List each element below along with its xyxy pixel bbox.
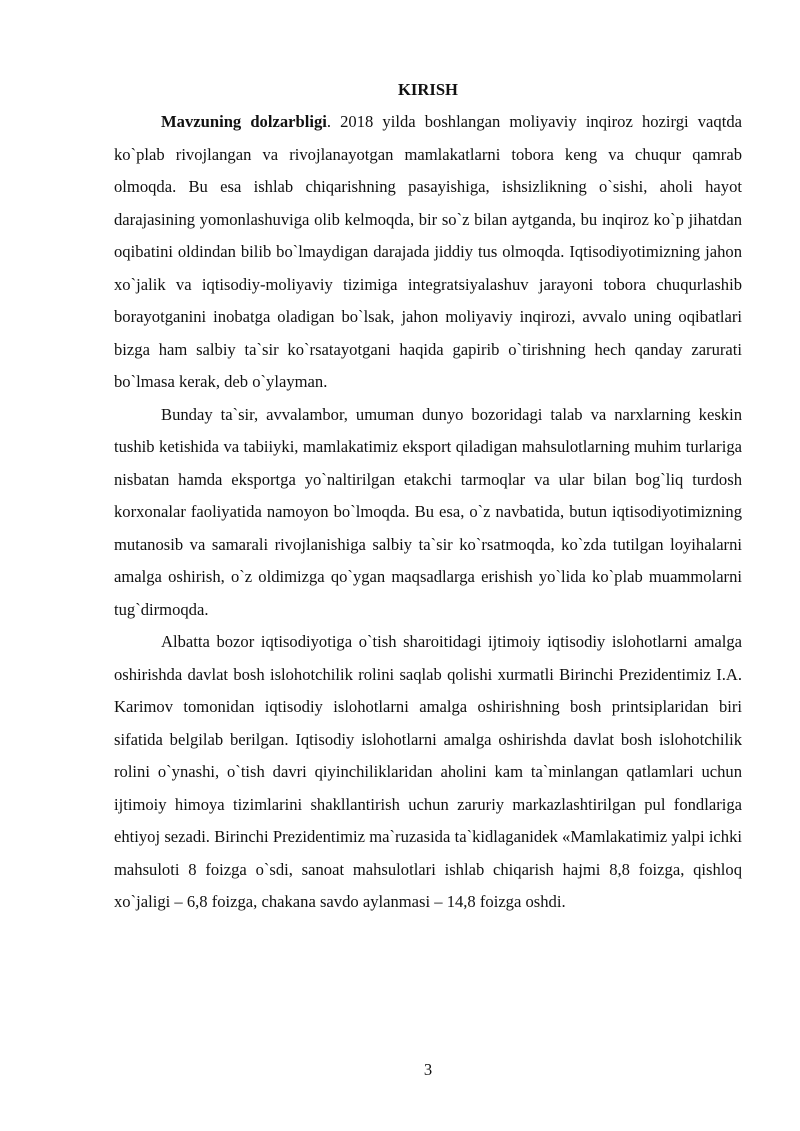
paragraph-text: Albatta bozor iqtisodiyotiga o`tish sharoitidagi ijtimoiy iqtisodiy islohotlarni amalga oshirishda davlat bosh islohotchilik rolini saqlab qolishi xurmatli Birinchi Prezidentimiz I.A. Karimov tomonidan iqtisodiy islohotlarni amalga oshirishning bosh printsiplaridan biri sifatida belgilab berilgan. Iqtisodiy islohotlarni amalga oshirishda davlat bosh islohotchilik rolini o`ynashi, o`tish davri qiyinchiliklaridan aholini kam ta`minlangan qatlamlari uchun ijtimoiy himoya tizimlarini shakllantirish uchun zaruriy markazlashtirilgan pul fondlariga ehtiyoj sezadi. Birinchi Prezidentimiz ma`ruzasida ta`kidlaganidek «Mamlakatimiz yalpi ichki mahsuloti 8 foizga o`sdi, sanoat mahsulotlari ishlab chiqarish hajmi 8,8 foizga, qishloq xo`jaligi – 6,8 foizga, chakana savdo aylanmasi – 14,8 foizga oshdi. <box>114 632 742 911</box>
paragraph-reforms <box>114 626 742 919</box>
paragraph-relevance <box>114 106 742 399</box>
document-page <box>114 74 742 919</box>
paragraph-lead: Mavzuning dolzarbligi <box>161 112 327 131</box>
paragraph-impact <box>114 399 742 627</box>
page-number: 3 <box>423 1060 433 1079</box>
paragraph-text: Bunday ta`sir, avvalambor, umuman dunyo bozoridagi talab va narxlarning keskin tushib ketishida va tabiiyki, mamlakatimiz eksport qiladigan mahsulotlarning muhim turlariga nisbatan hamda eksportga yo`naltirilgan etakchi tarmoqlar va ular bilan bog`liq turdosh korxonalar faoliyatida namoyon bo`lmoqda. Bu esa, o`z navbatida, butun iqtisodiyotimizning mutanosib va samarali rivojlanishiga salbiy ta`sir ko`rsatmoqda, ko`zda tutilgan loyihalarni amalga oshirish, o`z oldimizga qo`ygan maqsadlarga erishish yo`lida ko`plab muammolarni tug`dirmoqda. <box>114 404 742 619</box>
section-title: KIRISH <box>398 80 458 99</box>
paragraph-text: . 2018 yilda boshlangan moliyaviy inqiroz hozirgi vaqtda ko`plab rivojlangan va rivojlanayotgan mamlakatlarni tobora keng va chuqur qamrab olmoqda. Bu esa ishlab chiqarishning pasayishiga, ishsizlikning o`sishi, aholi hayot darajasining yomonlashuviga olib kelmoqda, bir so`z bilan aytganda, bu inqiroz ko`p jihatdan oqibatini oldindan bilib bo`lmaydigan darajada jiddiy tus olmoqda. Iqtisodiyotimizning jahon xo`jalik va iqtisodiy-moliyaviy tizimiga integratsiyalashuv jarayoni tobora chuqurlashib borayotganini inobatga oladigan bo`lsak, jahon moliyaviy inqirozi, avvalo uning oqibatlari bizga ham salbiy ta`sir ko`rsatayotgani haqida gapirib o`tirishning hech qanday zarurati bo`lmasa kerak, deb o`ylayman. <box>114 112 742 391</box>
